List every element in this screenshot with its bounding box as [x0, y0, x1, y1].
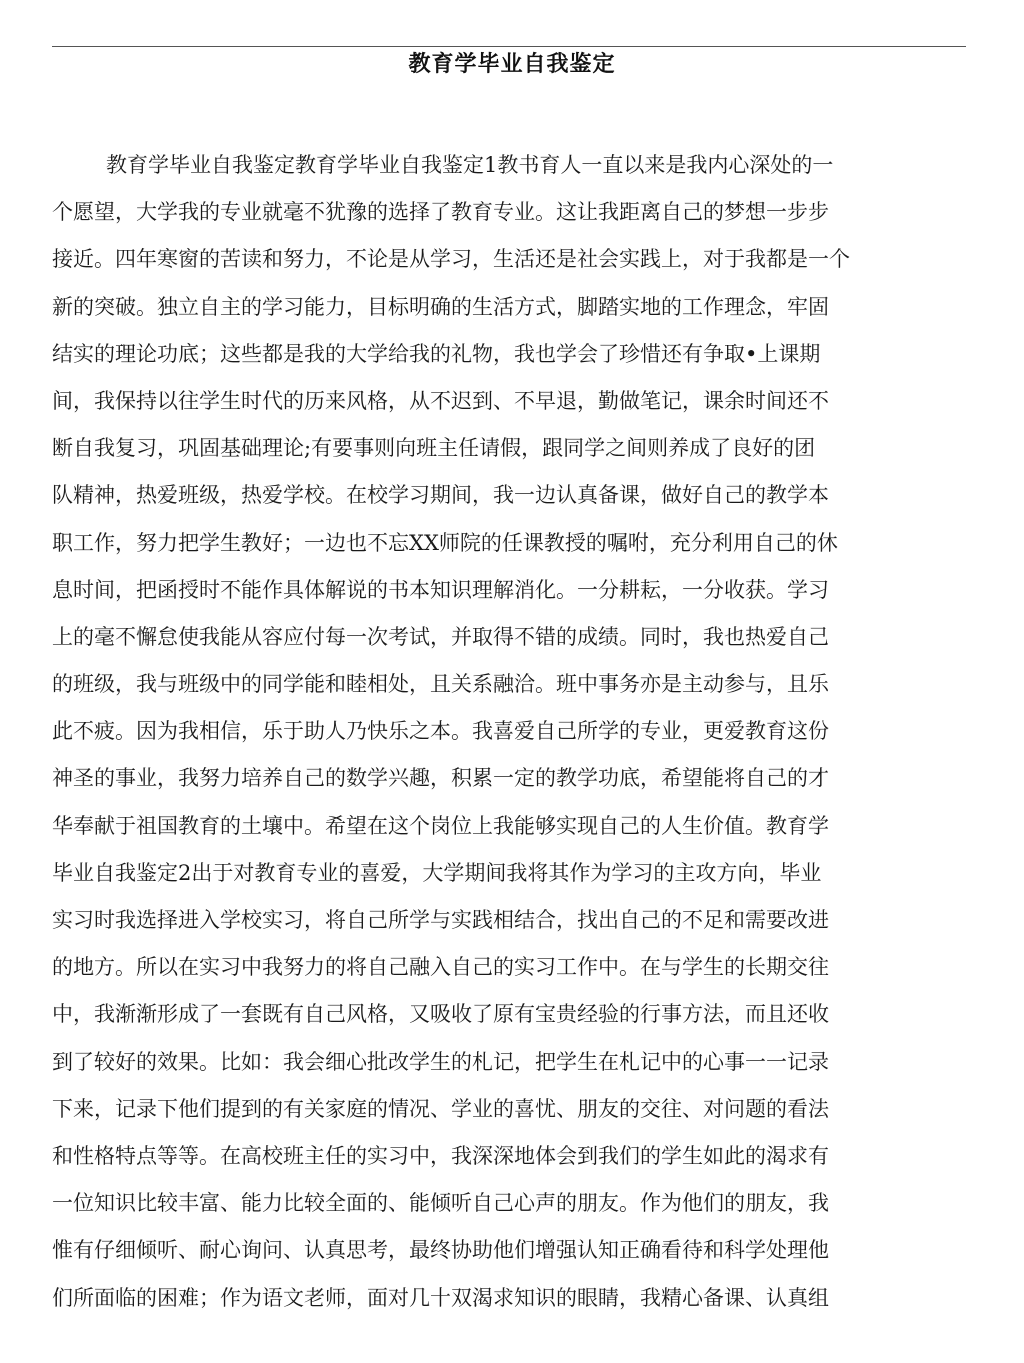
header-rule: [52, 46, 966, 47]
body-line: 结实的理论功底；这些都是我的大学给我的礼物，我也学会了珍惜还有争取•上课期: [52, 341, 821, 366]
body-line: 华奉献于祖国教育的土壤中。希望在这个岗位上我能够实现自己的人生价值。教育学: [52, 813, 829, 838]
body-line: 此不疲。因为我相信，乐于助人乃快乐之本。我喜爱自己所学的专业，更爱教育这份: [52, 719, 829, 744]
body-line: 惟有仔细倾听、耐心询问、认真思考，最终协助他们增强认知正确看待和科学处理他: [52, 1238, 829, 1263]
body-line: 下来，记录下他们提到的有关家庭的情况、学业的喜忧、朋友的交往、对问题的看法: [52, 1096, 829, 1121]
body-line: 上的毫不懈怠使我能从容应付每一次考试，并取得不错的成绩。同时，我也热爱自己: [52, 624, 829, 649]
body-line: 神圣的事业，我努力培养自己的数学兴趣，积累一定的教学功底，希望能将自己的才: [52, 766, 829, 791]
body-line: 毕业自我鉴定2出于对教育专业的喜爱，大学期间我将其作为学习的主攻方向，毕业: [52, 860, 822, 885]
body-line: 一位知识比较丰富、能力比较全面的、能倾听自己心声的朋友。作为他们的朋友，我: [52, 1191, 829, 1216]
body-line: 间，我保持以往学生时代的历来风格，从不迟到、不早退，勤做笔记，课余时间还不: [52, 388, 829, 413]
body-line: 中，我渐渐形成了一套既有自己风格，又吸收了原有宝贵经验的行事方法，而且还收: [52, 1002, 829, 1027]
body-line: 息时间，把函授时不能作具体解说的书本知识理解消化。一分耕耘，一分收获。学习: [52, 577, 829, 602]
document-body: [52, 146, 942, 1326]
document-title: 教育学毕业自我鉴定: [408, 52, 616, 77]
body-line: 职工作，努力把学生教好；一边也不忘XX师院的任课教授的嘱咐，充分利用自己的休: [52, 530, 838, 555]
body-line: 新的突破。独立自主的学习能力，目标明确的生活方式，脚踏实地的工作理念，牢固: [52, 294, 829, 319]
body-line: 教育学毕业自我鉴定教育学毕业自我鉴定1教书育人一直以来是我内心深处的一: [106, 153, 834, 177]
body-line: 和性格特点等等。在高校班主任的实习中，我深深地体会到我们的学生如此的渴求有: [52, 1143, 829, 1168]
body-line: 们所面临的困难；作为语文老师，面对几十双渴求知识的眼睛，我精心备课、认真组: [52, 1285, 829, 1310]
body-line: 的班级，我与班级中的同学能和睦相处，且关系融洽。班中事务亦是主动参与，且乐: [52, 672, 829, 697]
body-line: 的地方。所以在实习中我努力的将自己融入自己的实习工作中。在与学生的长期交往: [52, 955, 829, 980]
body-line: 接近。四年寒窗的苦读和努力，不论是从学习，生活还是社会实践上，对于我都是一个: [52, 247, 850, 272]
body-line: 队精神，热爱班级，热爱学校。在校学习期间，我一边认真备课，做好自己的教学本: [52, 483, 829, 508]
body-line: 实习时我选择进入学校实习，将自己所学与实践相结合，找出自己的不足和需要改进: [52, 908, 829, 932]
body-line: 到了较好的效果。比如：我会细心批改学生的札记，把学生在札记中的心事一一记录: [52, 1049, 829, 1074]
body-line: 断自我复习，巩固基础理论;有要事则向班主任请假，跟同学之间则养成了良好的团: [52, 436, 816, 461]
body-line: 个愿望，大学我的专业就毫不犹豫的选择了教育专业。这让我距离自己的梦想一步步: [52, 200, 829, 225]
